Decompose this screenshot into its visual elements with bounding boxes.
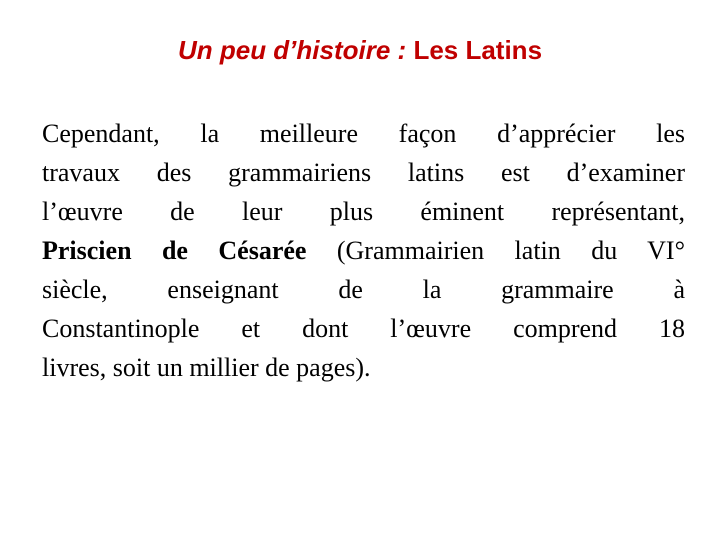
author-name: Priscien de Césarée: [42, 236, 307, 265]
body-paragraph: [42, 114, 685, 387]
paragraph-line-7: livres, soit un millier de pages).: [42, 353, 371, 382]
paragraph-line-5: siècle, enseignant de la grammaire à: [42, 275, 685, 304]
paragraph-line-4: [42, 231, 685, 270]
paragraph-line-6: Constantinople et dont l’œuvre comprend 18: [42, 314, 685, 343]
title-italic-part: Un peu d’histoire :: [177, 35, 407, 65]
paragraph-line-2: travaux des grammairiens latins est d’examiner: [42, 158, 685, 187]
slide-title: [0, 30, 720, 70]
paragraph-line-1: Cependant, la meilleure façon d’apprécier les: [42, 119, 685, 148]
title-regular-part: Les Latins: [413, 35, 543, 65]
paragraph-line-3: l’œuvre de leur plus éminent représentant,: [42, 197, 685, 226]
author-description: (Grammairien latin du VI°: [306, 236, 685, 265]
